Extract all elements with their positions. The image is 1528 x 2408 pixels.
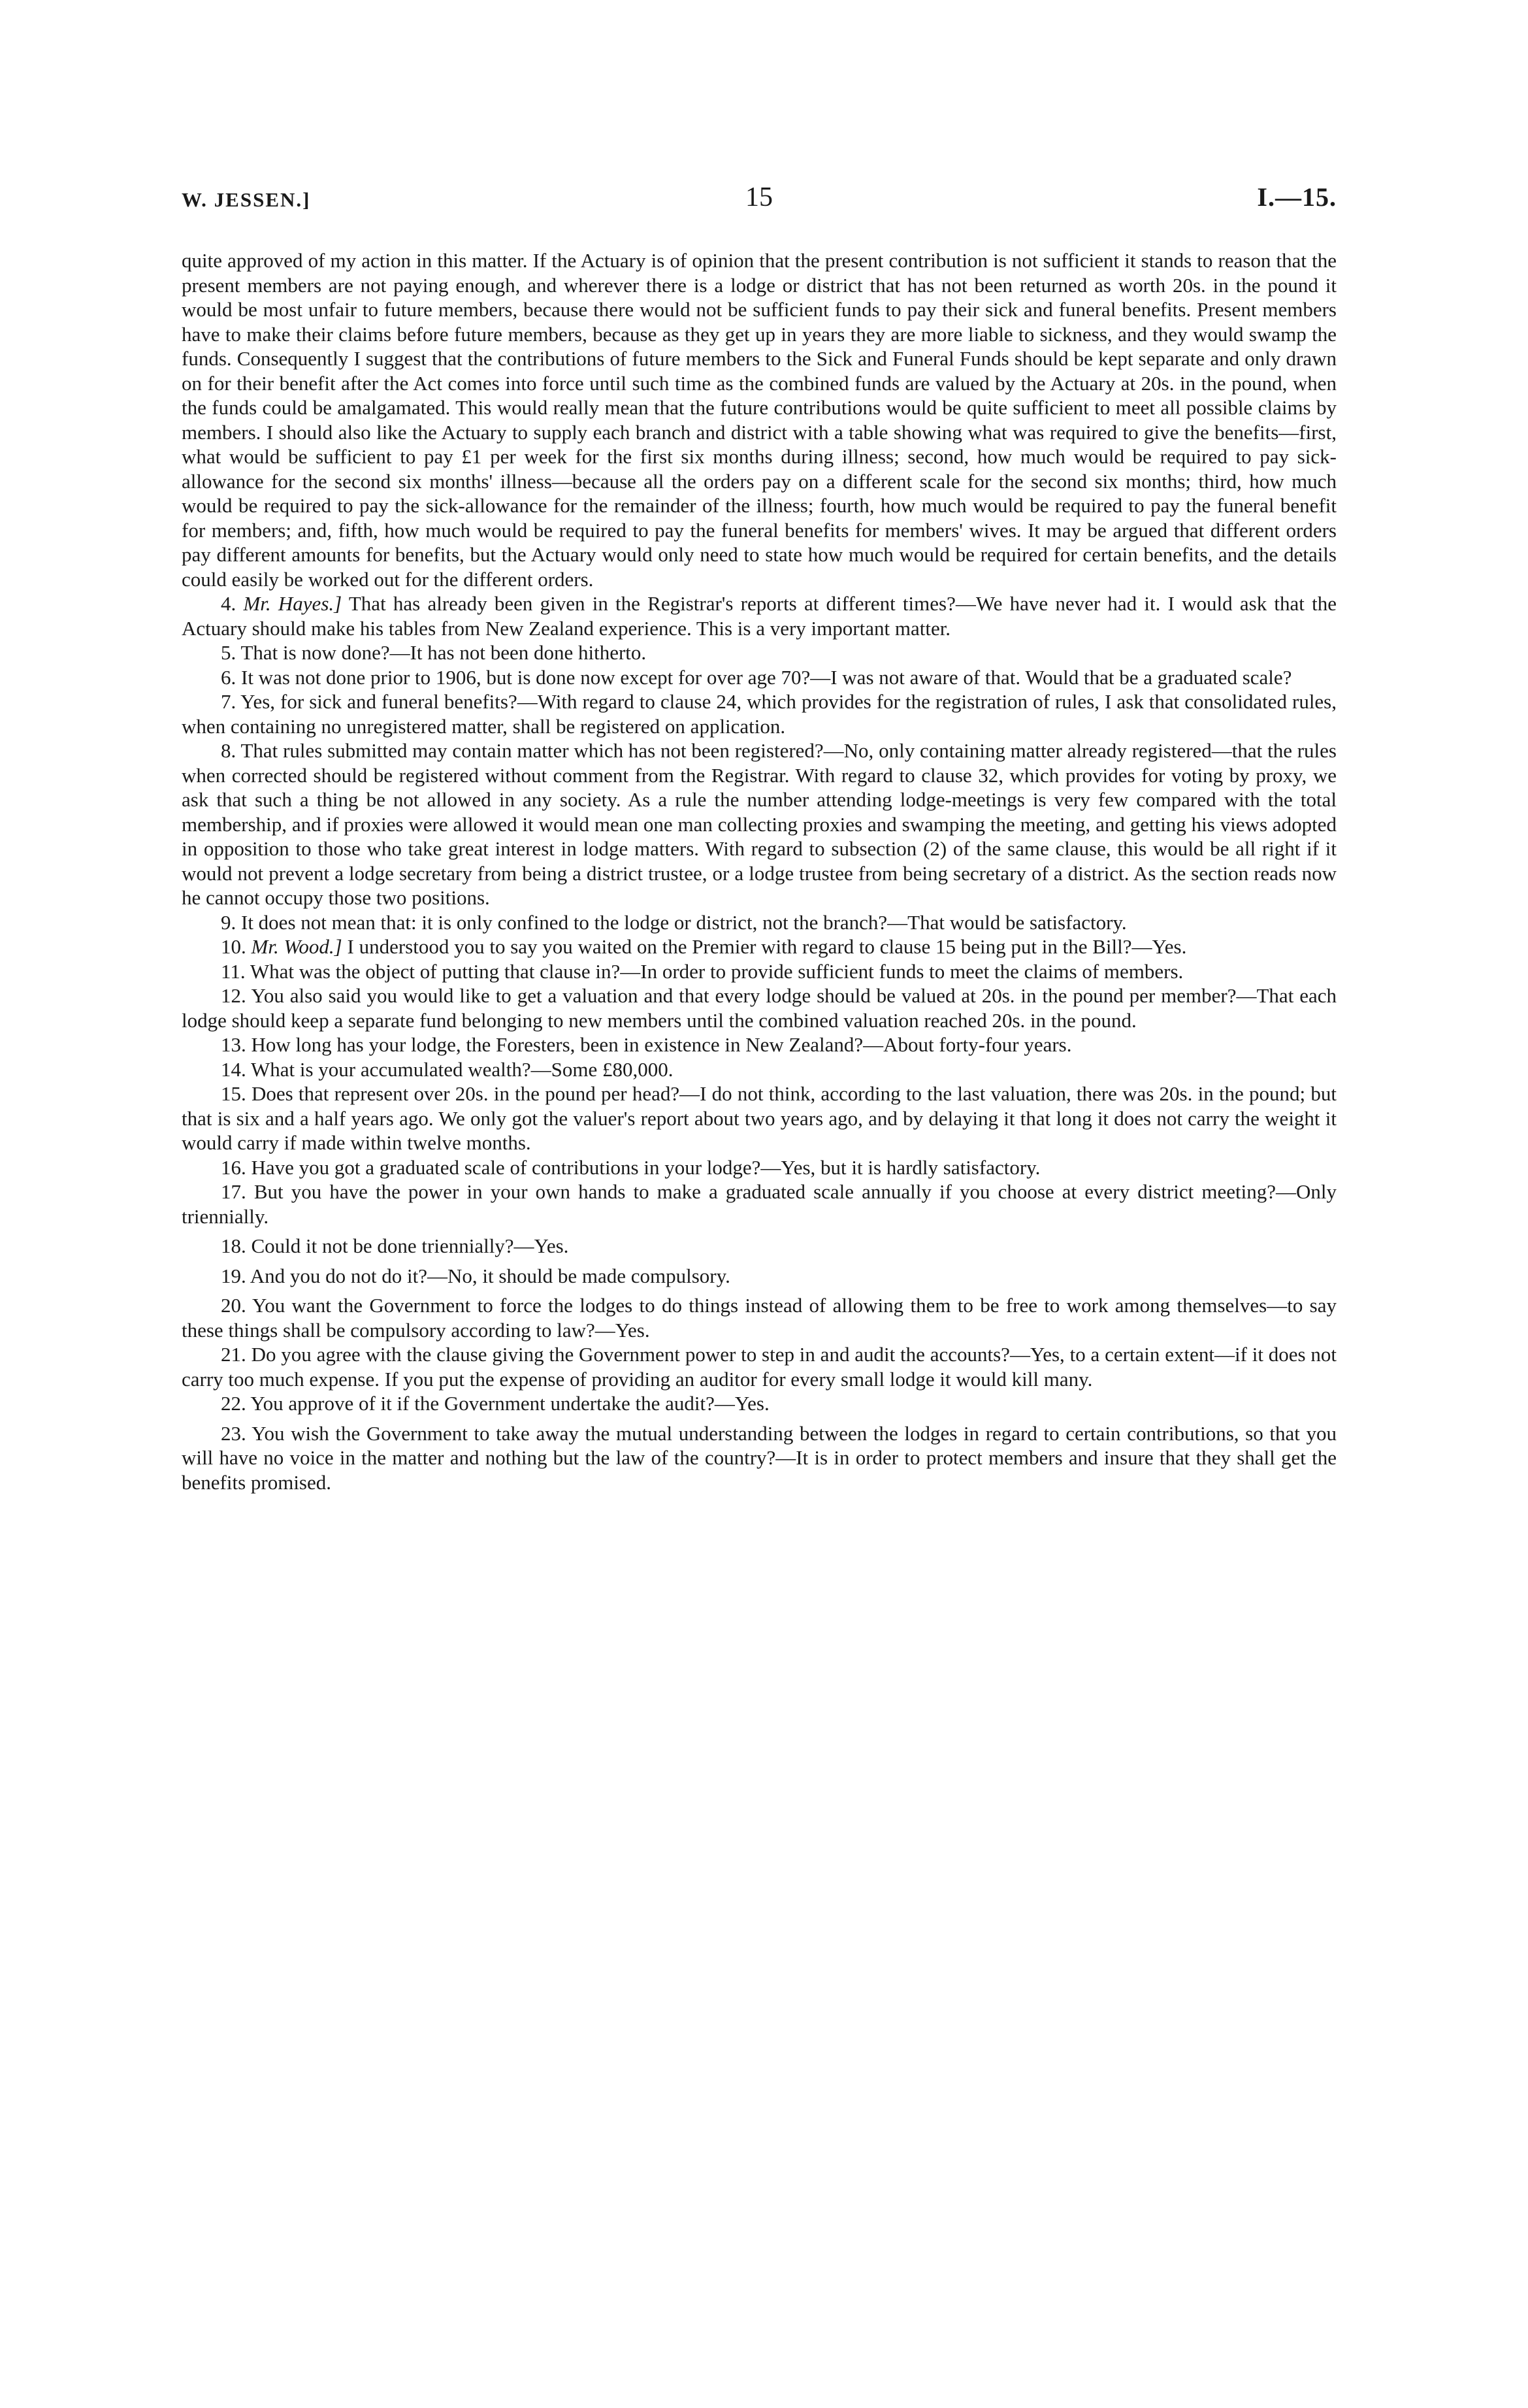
qa-text: What was the object of putting that clause in?—In order to provide sufficient funds to meet the claims of members.: [250, 959, 1184, 983]
qa-item: [182, 640, 1337, 665]
qa-item: [182, 1293, 1337, 1342]
header-witness-name: W. JESSEN.]: [182, 188, 311, 211]
qa-item: [182, 591, 1337, 640]
qa-text: Could it not be done triennially?—Yes.: [251, 1234, 569, 1257]
qa-item: [182, 1179, 1337, 1229]
qa-number: 10.: [221, 935, 246, 958]
qa-number: 4.: [221, 592, 236, 615]
qa-number: 5.: [221, 641, 236, 664]
qa-number: 16.: [221, 1155, 246, 1179]
question-answer-list: [182, 591, 1337, 1494]
qa-item: [182, 1391, 1337, 1416]
qa-item: [182, 689, 1337, 738]
qa-text: You want the Government to force the lodges to do things instead of allowing them to be free to work among themselves—to say these things shall be compulsory according to law?—Yes.: [182, 1294, 1337, 1342]
qa-item: [182, 959, 1337, 984]
page-number: 15: [745, 182, 773, 212]
qa-number: 7.: [221, 690, 236, 713]
qa-text: It does not mean that: it is only confined to the lodge or district, not the branch?—That would be satisfactory.: [241, 910, 1127, 934]
qa-number: 12.: [221, 984, 246, 1007]
qa-number: 6.: [221, 665, 236, 689]
qa-number: 17.: [221, 1180, 246, 1203]
qa-item: [182, 1032, 1337, 1057]
qa-text: I understood you to say you waited on the Premier with regard to clause 15 being put in the Bill?—Yes.: [347, 935, 1187, 958]
qa-text: How long has your lodge, the Foresters, been in existence in New Zealand?—About forty-four years.: [251, 1033, 1072, 1056]
qa-number: 20.: [221, 1294, 246, 1317]
qa-item: [182, 665, 1337, 690]
qa-number: 22.: [221, 1392, 246, 1415]
qa-text: What is your accumulated wealth?—Some £80,000.: [250, 1057, 674, 1081]
qa-item: [182, 934, 1337, 959]
qa-text: You approve of it if the Government undertake the audit?—Yes.: [250, 1392, 770, 1415]
page-header: [182, 182, 1337, 221]
qa-number: 13.: [221, 1033, 246, 1056]
qa-text: Do you agree with the clause giving the Government power to step in and audit the accounts?—Yes, to a certain extent—if it does not carry too much expense. If you put the expense of providing an auditor for every small lodge it would kill many.: [182, 1343, 1337, 1391]
qa-number: 21.: [221, 1343, 246, 1366]
qa-item: [182, 1081, 1337, 1155]
qa-text: And you do not do it?—No, it should be made compulsory.: [250, 1264, 730, 1287]
qa-number: 14.: [221, 1057, 246, 1081]
qa-item: [182, 1057, 1337, 1082]
qa-item: [182, 738, 1337, 910]
qa-number: 23.: [221, 1421, 246, 1445]
qa-text: Does that represent over 20s. in the pound per head?—I do not think, according to the last valuation, there was 20s. in the pound; but that is six and a half years ago. We only got the valuer's report about two years ago, and by delaying it that long it does not carry the weight it would carry if made within twelve months.: [182, 1082, 1337, 1154]
qa-text: You also said you would like to get a valuation and that every lodge should be valued at 20s. in the pound per member?—That each lodge should keep a separate fund belonging to new members until the combined valuation reached 20s. in the pound.: [182, 984, 1337, 1032]
qa-number: 19.: [221, 1264, 246, 1287]
qa-number: 9.: [221, 910, 236, 934]
qa-item: [182, 910, 1337, 935]
qa-text: But you have the power in your own hands to make a graduated scale annually if you choose at every district meeting?—Only triennially.: [182, 1180, 1337, 1228]
qa-number: 18.: [221, 1234, 246, 1257]
qa-text: Yes, for sick and funeral benefits?—With regard to clause 24, which provides for the registration of rules, I ask that consolidated rules, when containing no unregistered matter, shall be registered on application.: [182, 690, 1337, 738]
qa-text: That rules submitted may contain matter which has not been registered?—No, only containing matter already registered—that the rules when corrected should be registered without comment from the Registrar. With regard to clause 32, which provides for voting by proxy, we ask that such a thing be not allowed in any society. As a rule the number attending lodge-meetings is very few compared with the total membership, and if proxies were allowed it would mean one man collecting proxies and swamping the meeting, and getting his views adopted in opposition to those who take great interest in lodge matters. With regard to subsection (2) of the same clause, this would be all right if it would not prevent a lodge secretary from being a district trustee, or a lodge trustee from being secretary of a district. As the section reads now he cannot occupy those two positions.: [182, 739, 1337, 909]
qa-number: 11.: [221, 959, 246, 983]
qa-text: That has already been given in the Registrar's reports at different times?—We have never had it. I would ask that the Actuary should make his tables from New Zealand experience. This is a very important matter.: [182, 592, 1337, 640]
document-reference: I.—15.: [1257, 182, 1337, 212]
qa-text: That is now done?—It has not been done hitherto.: [240, 641, 647, 664]
intro-paragraph: quite approved of my action in this matter. If the Actuary is of opinion that the present contribution is not sufficient it stands to reason that the present members are not paying enough, and wherever there is a lodge or district that has not been returned as worth 20s. in the pound it would be most unfair to future members, because there would not be sufficient funds to pay their sick and funeral benefits. Present members have to make their claims before future members, because as they get up in years they are more liable to sickness, and they would swamp the funds. Consequently I suggest that the contributions of future members to the Sick and Funeral Funds should be kept separate and only drawn on for their benefit after the Act comes into force until such time as the combined funds are valued by the Actuary at 20s. in the pound, when the funds could be amalgamated. This would really mean that the future contributions would be quite sufficient to meet all possible claims by members. I should also like the Actuary to supply each branch and district with a table showing what was required to give the benefits—first, what would be sufficient to pay £1 per week for the first six months during illness; second, how much would be required to pay sick-allowance for the second six months' illness—because all the orders pay on a different scale for the second six months; third, how much would be required to pay the sick-allowance for the remainder of the illness; fourth, how much would be required to pay the funeral benefit for members; and, fifth, how much would be required to pay the funeral benefits for members' wives. It may be argued that different orders pay different amounts for benefits, but the Actuary would only need to state how much would be required for certain benefits, and the details could easily be worked out for the different orders.: [182, 249, 1337, 591]
qa-item: [182, 1155, 1337, 1180]
qa-text: You wish the Government to take away the mutual understanding between the lodges in regard to certain contributions, so that you will have no voice in the matter and nothing but the law of the country?—It is in order to protect members and insure that they shall get the benefits promised.: [182, 1421, 1337, 1494]
qa-speaker: Mr. Wood.]: [251, 935, 342, 958]
qa-item: [182, 983, 1337, 1032]
qa-item: [182, 1234, 1337, 1259]
qa-item: [182, 1342, 1337, 1391]
qa-text: Have you got a graduated scale of contributions in your lodge?—Yes, but it is hardly satisfactory.: [251, 1155, 1041, 1179]
qa-item: [182, 1421, 1337, 1495]
qa-number: 8.: [221, 739, 236, 762]
qa-text: It was not done prior to 1906, but is done now except for over age 70?—I was not aware of that. Would that be a graduated scale?: [241, 665, 1292, 689]
qa-speaker: Mr. Hayes.]: [243, 592, 342, 615]
qa-item: [182, 1264, 1337, 1289]
page-body: [182, 248, 1337, 1494]
qa-number: 15.: [221, 1082, 246, 1105]
